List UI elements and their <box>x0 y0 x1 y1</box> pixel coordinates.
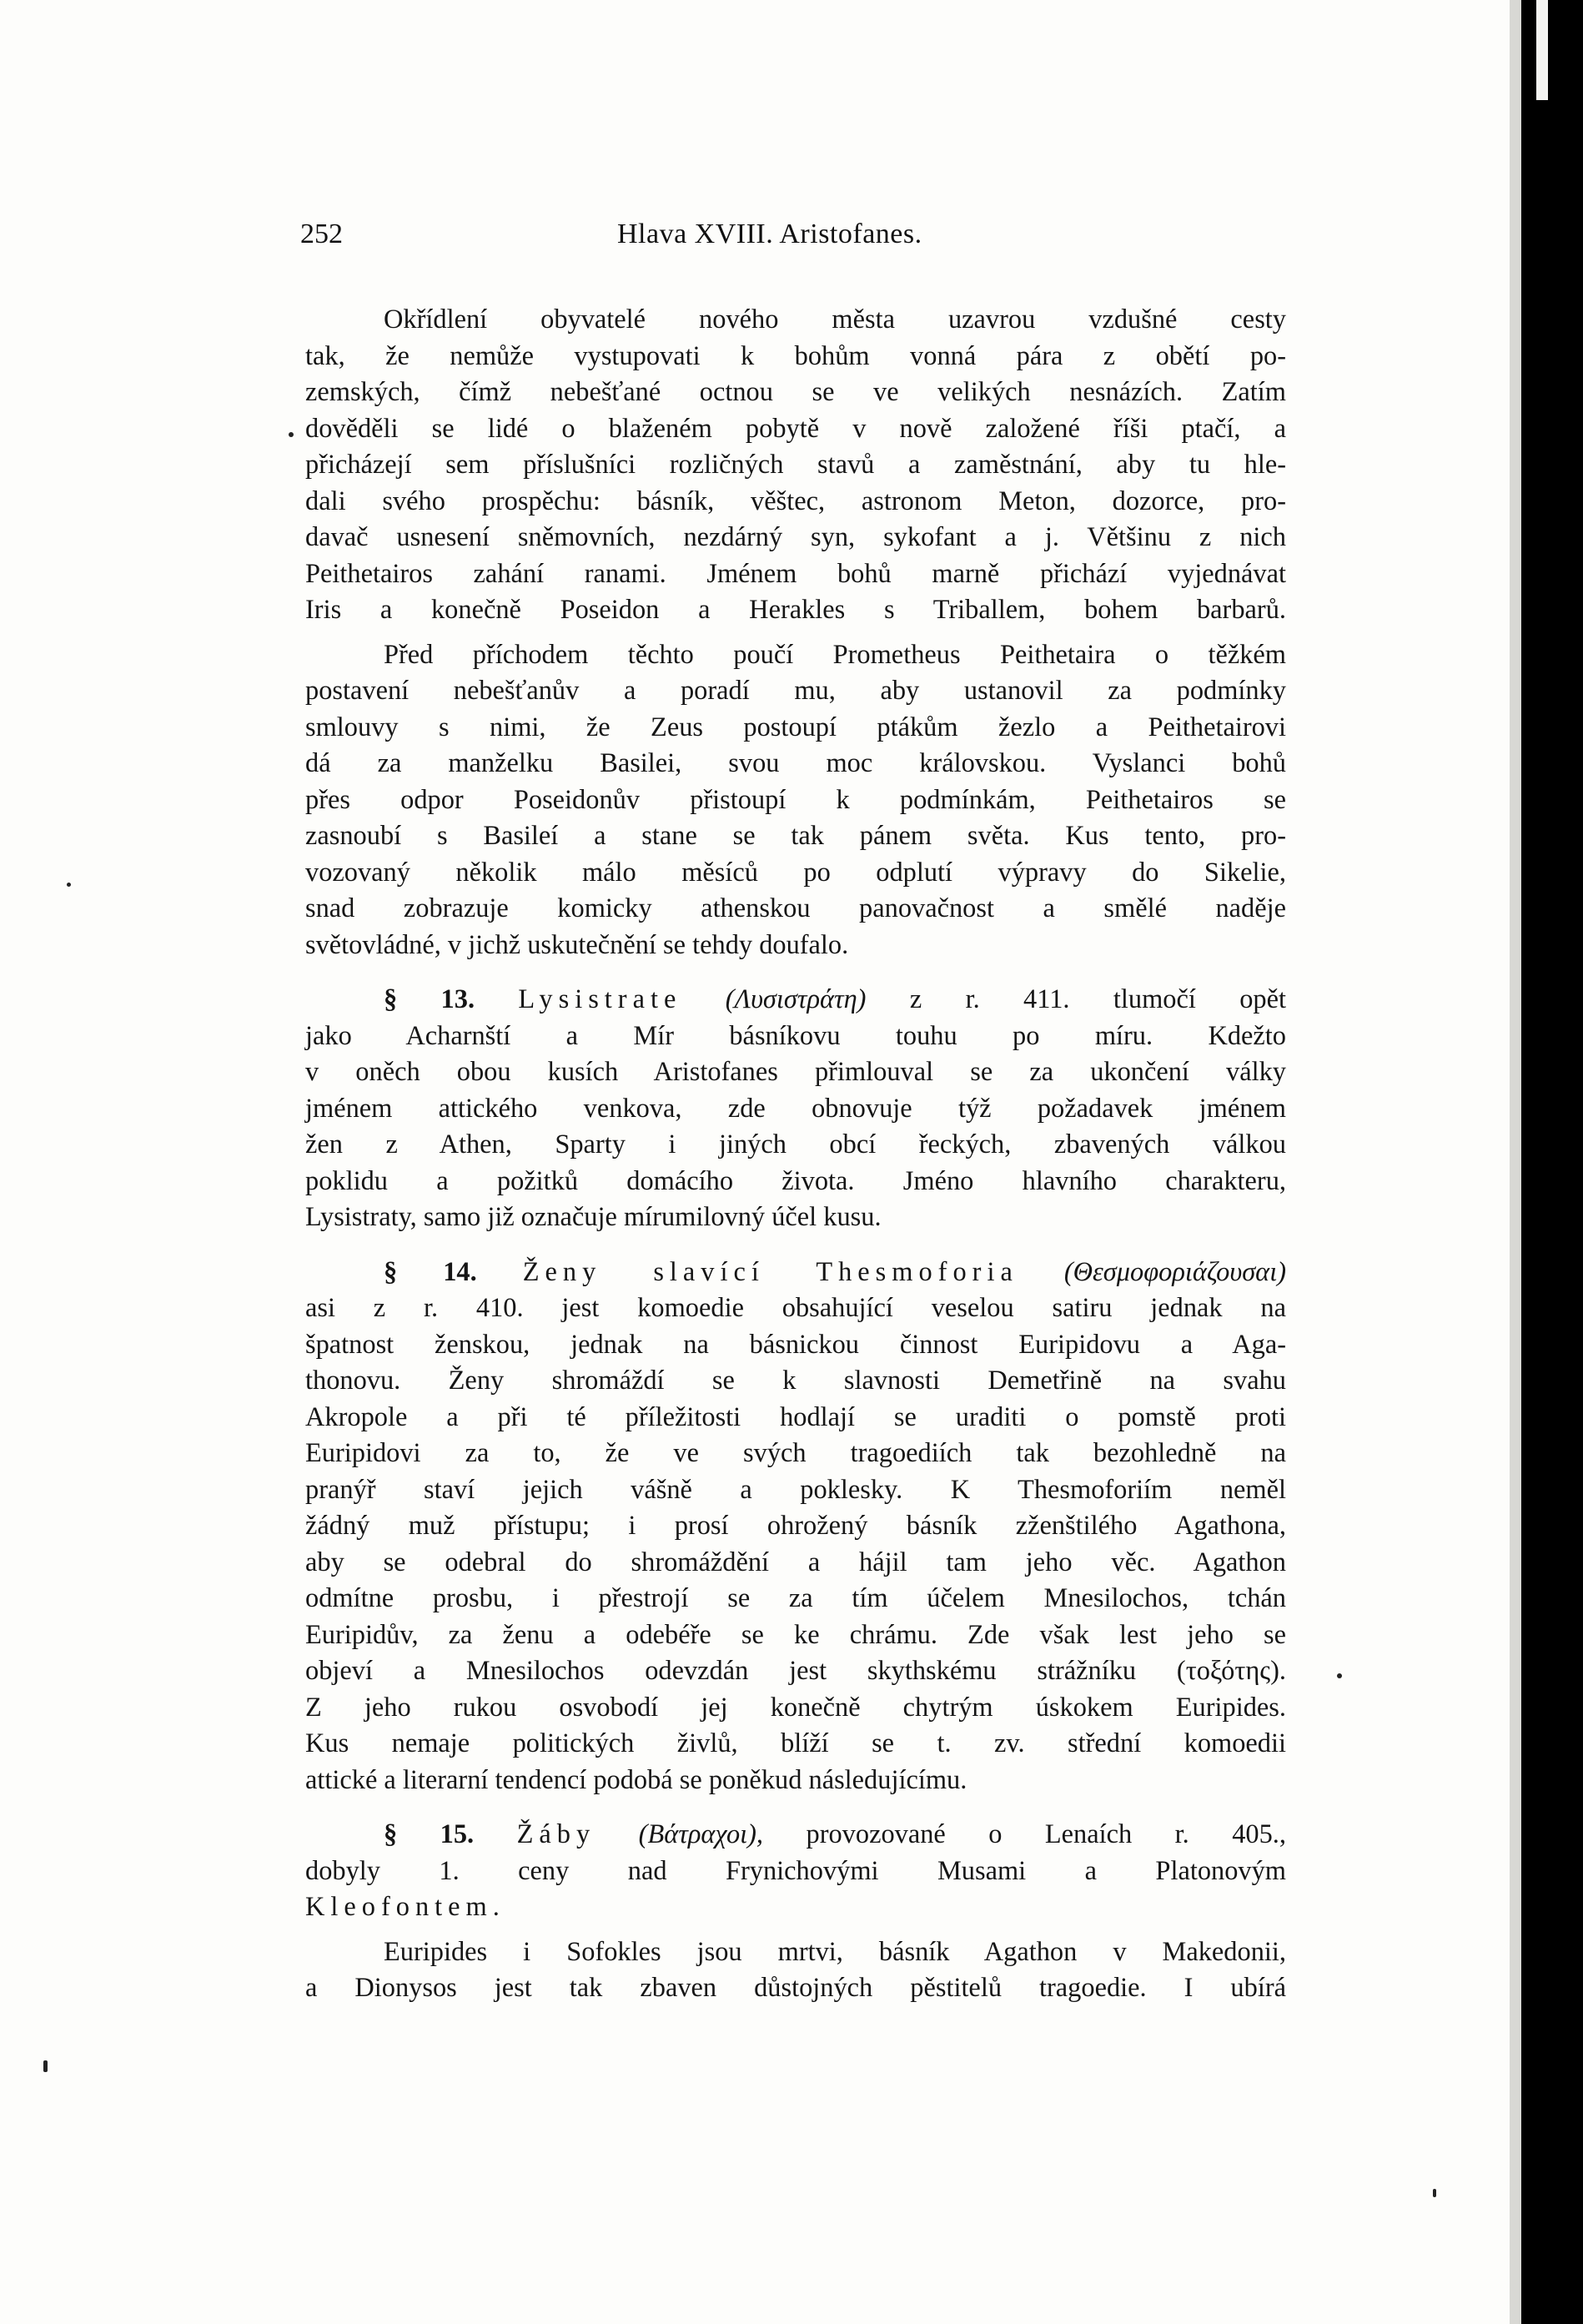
text-line: pranýř staví jejich vášně a poklesky. K Thesmoforiím neměl <box>305 1474 1286 1505</box>
text-line: snad zobrazuje komicky athenskou panovačnost a smělé naděje <box>305 893 1286 923</box>
text-line: Akropole a při té příležitosti hodlají se uraditi o pomstě proti <box>305 1401 1286 1432</box>
text-line: vozovaný několik málo měsíců po odplutí výpravy do Sikelie, <box>305 857 1286 888</box>
text-line: Kus nemaje politických živlů, blíží se t. zv. střední komoedii <box>305 1728 1286 1758</box>
text-line: světovládné, v jichž uskutečnění se tehdy doufalo. <box>305 929 849 960</box>
text-line: zasnoubí s Basileí a stane se tak pánem světa. Kus tento, pro- <box>305 821 1286 851</box>
text-line: Lysistraty, samo již označuje mírumilovný účel kusu. <box>305 1202 882 1232</box>
section-paragraph-14 <box>305 1255 1286 1799</box>
edge-mark <box>1536 0 1548 100</box>
paragraph <box>305 1934 1286 2007</box>
paragraph <box>305 302 1286 629</box>
text-line: jako Acharnští a Mír básníkovu touhu po míru. Kdežto <box>305 1020 1286 1051</box>
text-line: přes odpor Poseidonův přistoupí k podmínkám, Peithetairos se <box>305 784 1286 815</box>
scan-speck <box>43 2060 48 2072</box>
text-line: tak, že nemůže vystupovati k bohům vonná pára z obětí po- <box>305 340 1286 371</box>
text-line: zemských, čímž nebešťané octnou se ve velikých nesnázích. Zatím <box>305 377 1286 407</box>
scan-speck <box>67 883 71 887</box>
text-line: Euripidův, za ženu a odebéře se ke chrámu. Zde však lest jeho se <box>305 1619 1286 1650</box>
text-line: žádný muž přístupu; i prosí ohrožený básník zženštilého Agathona, <box>305 1511 1286 1541</box>
scan-speck <box>289 432 294 437</box>
text-line: postavení nebešťanův a poradí mu, aby ustanovil za podmínky <box>305 676 1286 706</box>
section-number: § 14. <box>384 1256 477 1287</box>
text-line: dá za manželku Basilei, svou moc královskou. Vyslanci bohů <box>305 748 1286 778</box>
text-line: objeví a Mnesilochos odevzdán jest skythskému strážníku (τοξότης). <box>305 1656 1286 1686</box>
text-line: Před příchodem těchto poučí Prometheus Peithetaira o těžkém <box>384 639 1286 670</box>
text-line: thonovu. Ženy shromáždí se k slavnosti Demetřině na svahu <box>305 1366 1286 1396</box>
page-number: 252 <box>300 219 343 249</box>
text-line: Euripides i Sofokles jsou mrtvi, básník Agathon v Makedonii, <box>384 1936 1286 1967</box>
play-title: Žáby <box>516 1819 596 1849</box>
section-lead-line <box>305 1817 1286 1854</box>
page-header <box>300 219 1284 260</box>
text-line: v oněch obou kusích Aristofanes přimlouval se za ukončení války <box>305 1057 1286 1087</box>
text-line: žen z Athen, Sparty i jiných obcí řeckých, zbavených válkou <box>305 1129 1286 1159</box>
section-lead-line <box>305 982 1286 1019</box>
text-line: Iris a konečně Poseidon a Herakles s Triballem, bohem barbarů. <box>305 595 1286 625</box>
greek-title: (Λυσιστράτη) <box>725 984 867 1014</box>
scan-speck <box>1337 1673 1342 1678</box>
text-line: poklidu a požitků domácího života. Jméno hlavního charakteru, <box>305 1165 1286 1196</box>
text-line: asi z r. 410. jest komoedie obsahující veselou satiru jednak na <box>305 1293 1286 1323</box>
section-lead-rest: z r. 411. tlumočí opět <box>909 984 1286 1014</box>
text-line: davač usnesení sněmovních, nezdárný syn, sykofant a j. Většinu z nich <box>305 522 1286 552</box>
section-lead-rest: provozované o Lenaích r. 405., <box>806 1819 1286 1849</box>
section-paragraph-13 <box>305 982 1286 1236</box>
text-line: a Dionysos jest tak zbaven důstojných pěstitelů tragoedie. I ubírá <box>305 1973 1286 2003</box>
greek-title: (Θεσμοφοριάζουσαι) <box>1063 1256 1286 1287</box>
play-title: Ženy slavící Thesmoforia <box>522 1256 1018 1287</box>
text-line: Euripidovi za to, že ve svých tragoediích tak bezohledně na <box>305 1438 1286 1468</box>
text-line: dobyly 1. ceny nad Frynichovými Musami a Platonovým <box>305 1855 1286 1886</box>
text-line: attické a literarní tendencí podobá se poněkud následujícímu. <box>305 1764 967 1795</box>
body-text <box>305 302 1286 2015</box>
text-line: dověděli se lidé o blaženém pobytě v nově založené říši ptačí, a <box>305 413 1286 444</box>
text-line: přicházejí sem příslušníci rozličných stavů a zaměstnání, aby tu hle- <box>305 450 1286 480</box>
section-number: § 13. <box>384 984 475 1014</box>
greek-title: (Βάτραχοι), <box>638 1819 764 1849</box>
scan-speck <box>1433 2189 1436 2197</box>
play-title: Lysistrate <box>518 984 682 1014</box>
text-line: Okřídlení obyvatelé nového města uzavrou vzdušné cesty <box>384 304 1286 335</box>
text-line: aby se odebral do shromáždění a hájil tam jeho věc. Agathon <box>305 1547 1286 1577</box>
text-line: dali svého prospěchu: básník, věštec, astronom Meton, dozorce, pro- <box>305 485 1286 516</box>
paragraph <box>305 637 1286 964</box>
text-line: špatnost ženskou, jednak na básnickou činnost Euripidovu a Aga- <box>305 1329 1286 1360</box>
running-head: Hlava XVIII. Aristofanes. <box>617 219 922 249</box>
text-line: jménem attického venkova, zde obnovuje týž požadavek jménem <box>305 1093 1286 1124</box>
page-edge <box>1510 0 1521 2324</box>
section-number: § 15. <box>384 1819 475 1849</box>
text-line: odmítne prosbu, i přestrojí se za tím účelem Mnesilochos, tchán <box>305 1583 1286 1613</box>
text-line: Z jeho rukou osvobodí jej konečně chytrým úskokem Euripides. <box>305 1692 1286 1723</box>
text-line: smlouvy s nimi, že Zeus postoupí ptákům žezlo a Peithetairovi <box>305 712 1286 742</box>
text-line: Peithetairos zahání ranami. Jménem bohů marně přichází vyjednávat <box>305 558 1286 589</box>
section-paragraph-15 <box>305 1817 1286 1926</box>
section-lead-line <box>305 1255 1286 1291</box>
text-line: Kleofontem. <box>305 1892 505 1922</box>
